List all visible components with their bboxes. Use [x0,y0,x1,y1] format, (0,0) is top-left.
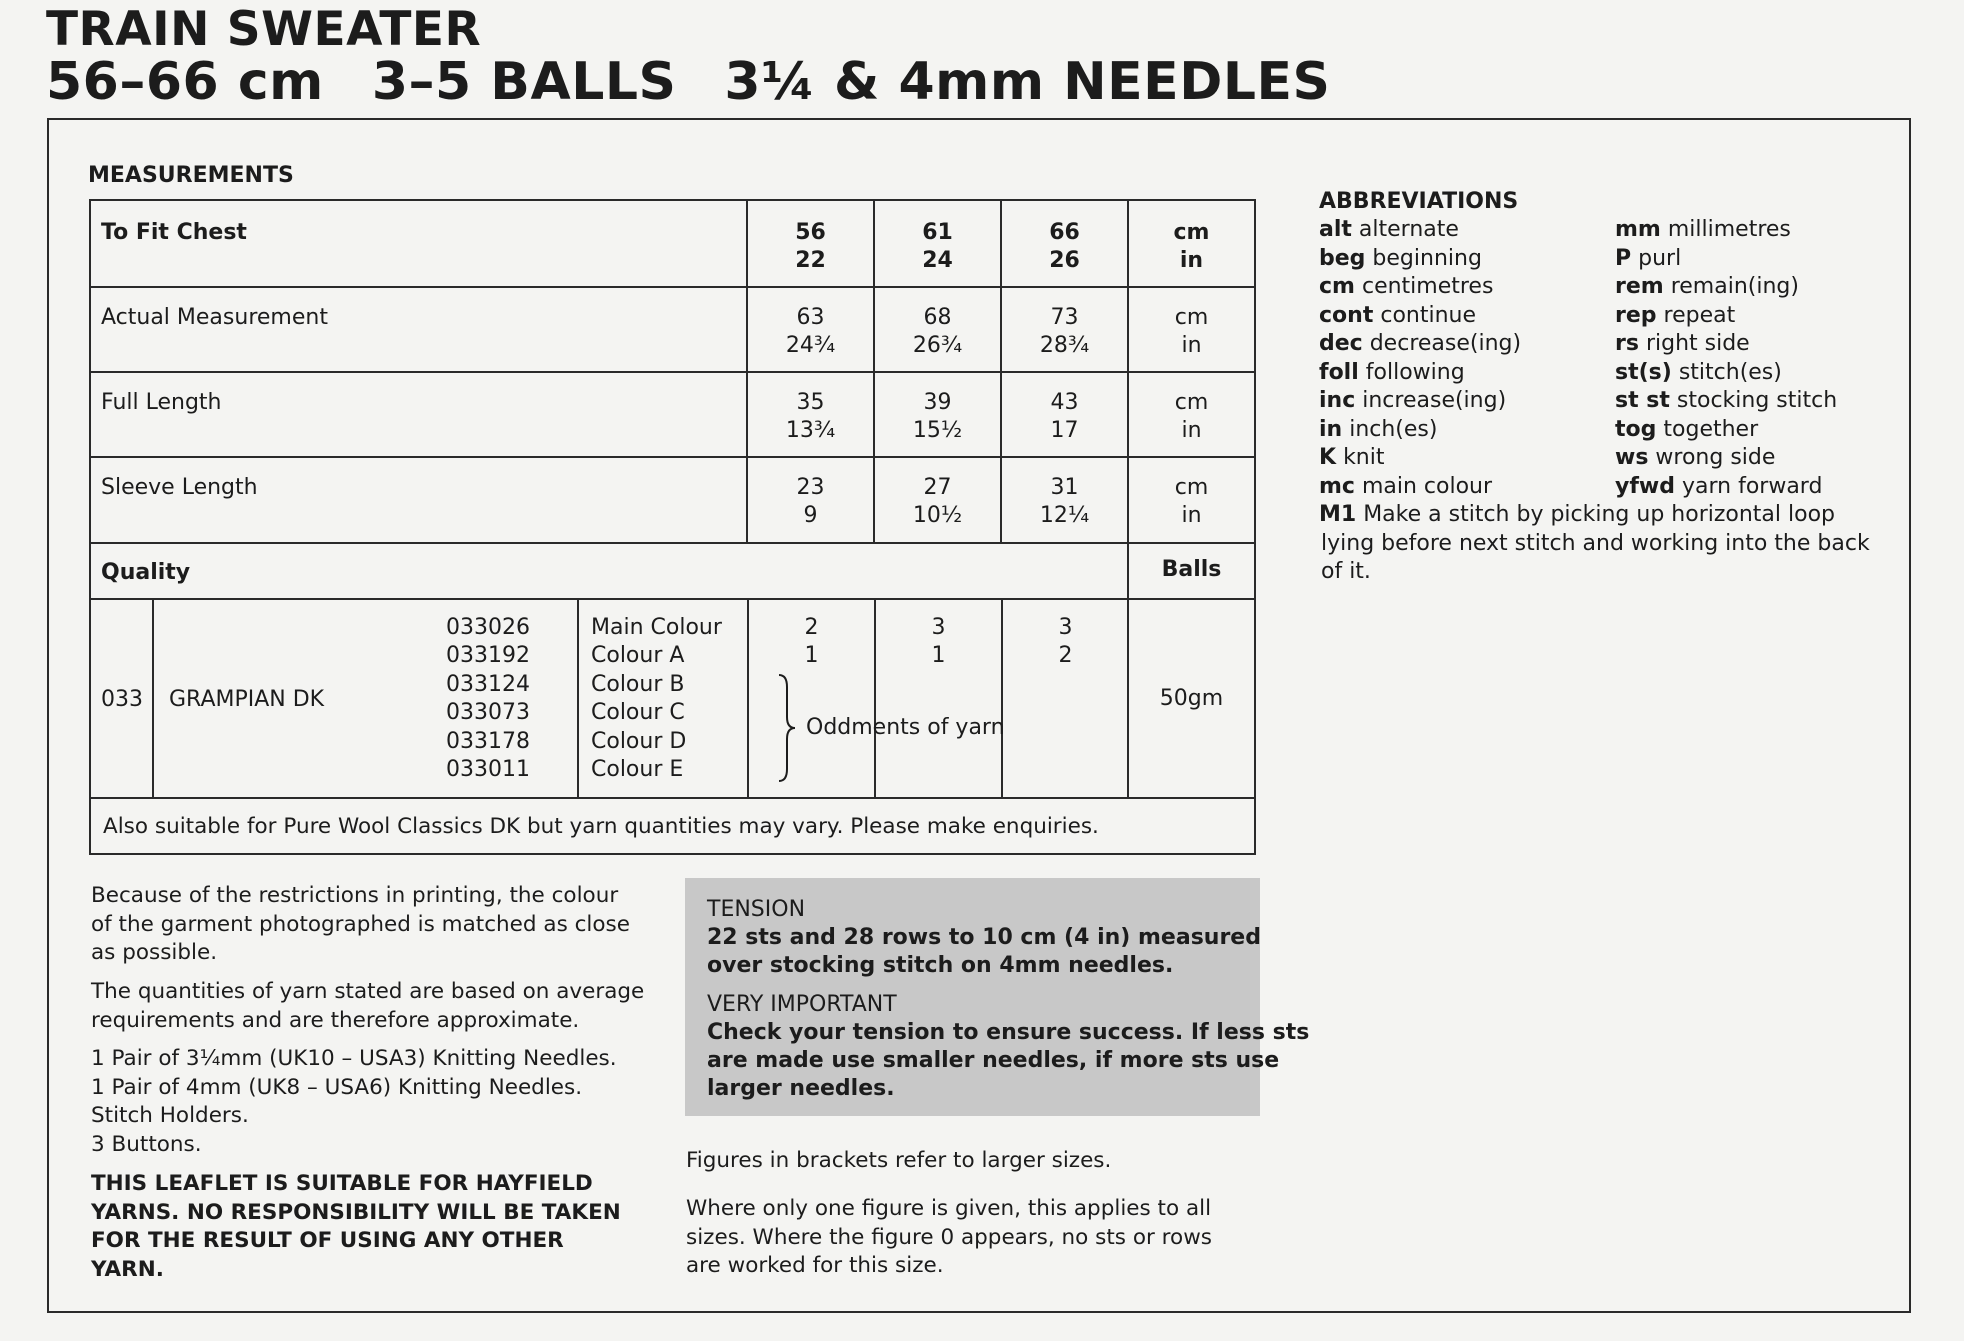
abbreviation-item: beg beginning [1319,245,1482,271]
ball-weight: 50gm [1159,686,1224,711]
length-size-2: 39 15½ [912,390,963,443]
size-range: 56–66 cm [46,52,324,112]
pattern-title: TRAIN SWEATER [46,2,482,57]
actual-size-1: 63 24¾ [785,305,836,358]
oddments-note: Oddments of yarn [806,715,1005,740]
abbreviation-item: st st stocking stitch [1615,388,1838,413]
length-unit: cm in [1174,390,1209,443]
abbreviations-left-column [1319,216,1521,501]
curly-brace-icon [775,673,797,783]
abbreviation-item: yfwd yarn forward [1615,473,1823,499]
tension-text-1: 22 sts and 28 rows to 10 cm (4 in) measured [707,925,1261,950]
colour-names: Main Colour Colour A Colour B Colour C Colour D Colour E [591,615,722,783]
tension-heading: TENSION [707,897,806,922]
actual-unit: cm in [1174,305,1209,358]
length-size-1: 35 13¾ [785,390,836,443]
chest-size-2: 61 24 [922,220,953,273]
balls-label: Balls [1161,557,1222,582]
abbreviation-item: K knit [1319,445,1385,470]
quality-label: Quality [101,560,191,585]
chest-size-3: 66 26 [1049,220,1080,273]
abbreviation-item: rem remain(ing) [1615,274,1799,299]
sleeve-unit: cm in [1174,475,1209,528]
abbreviation-item: P purl [1615,245,1682,271]
abbreviation-item: alt alternate [1319,217,1459,242]
actual-size-2: 68 26¾ [912,305,963,358]
abbreviation-item: foll following [1319,359,1465,385]
important-text-3: larger needles. [707,1076,895,1101]
abbreviation-item: rs right side [1615,331,1750,356]
brackets-note: Figures in brackets refer to larger sizes. [686,1148,1112,1173]
abbreviations-right-column [1615,216,1837,501]
materials-list: 1 Pair of 3¼mm (UK10 – USA3) Knitting Needles. 1 Pair of 4mm (UK8 – USA6) Knitting Needles. Stitch Holders. 3 Buttons. [91,1046,617,1157]
shade-numbers: 033026 033192 033124 033073 033178 033011 [446,615,530,783]
sleeve-size-1: 23 9 [796,475,825,528]
quantity-note: The quantities of yarn stated are based on average requirements and are therefore approximate. [91,979,645,1033]
chest-size-1: 56 22 [795,220,826,273]
abbreviation-item: mm millimetres [1615,217,1791,242]
ball-count: 3–5 BALLS [371,52,677,112]
abbreviation-m1: M1 Make a stitch by picking up horizontal loop lying before next stitch and working into the back of it. [1319,502,1870,584]
disclaimer: THIS LEAFLET IS SUITABLE FOR HAYFIELD YARNS. NO RESPONSIBILITY WILL BE TAKEN FOR THE RESULT OF USING ANY OTHER YARN. [91,1171,621,1282]
balls-size-2: 3 1 [931,615,946,668]
important-text-1: Check your tension to ensure success. If less sts [707,1020,1310,1045]
balls-size-3: 3 2 [1058,615,1073,668]
yarn-code: 033 [101,687,143,712]
length-size-3: 43 17 [1050,390,1079,443]
table-footnote: Also suitable for Pure Wool Classics DK but yarn quantities may vary. Please make enquiries. [103,814,1099,839]
chest-unit: cm in [1173,220,1210,273]
balls-size-1: 2 1 [804,615,819,668]
sleeve-size-3: 31 12¼ [1039,475,1090,528]
measurements-table [89,199,1256,855]
abbreviation-item: ws wrong side [1615,445,1776,470]
abbreviation-item: tog together [1615,416,1759,442]
needle-sizes: 3¼ & 4mm NEEDLES [724,52,1331,112]
abbreviation-item: in inch(es) [1319,416,1438,442]
abbreviation-item: inc increase(ing) [1319,388,1507,413]
abbreviation-item: st(s) stitch(es) [1615,359,1782,385]
actual-size-3: 73 28¾ [1039,305,1090,358]
abbreviations-heading: ABBREVIATIONS [1319,189,1519,214]
actual-measurement-label: Actual Measurement [101,305,328,330]
abbreviation-item: cont continue [1319,302,1477,328]
tension-text-2: over stocking stitch on 4mm needles. [707,953,1174,978]
yarn-name: GRAMPIAN DK [169,687,325,712]
single-figure-note: Where only one figure is given, this applies to all sizes. Where the figure 0 appears, no sts or rows are worked for this size. [686,1196,1212,1278]
chest-label: To Fit Chest [101,220,247,245]
colour-note: Because of the restrictions in printing, the colour of the garment photographed is matched as close as possible. [91,883,630,965]
abbreviation-item: mc main colour [1319,473,1493,499]
abbreviation-item: rep repeat [1615,302,1736,328]
important-heading: VERY IMPORTANT [707,992,897,1017]
sleeve-length-label: Sleeve Length [101,475,258,500]
full-length-label: Full Length [101,390,222,415]
important-text-2: are made use smaller needles, if more sts use [707,1048,1280,1073]
abbreviation-item: dec decrease(ing) [1319,331,1522,356]
tension-box [685,878,1310,1116]
measurements-heading: MEASUREMENTS [88,163,294,188]
pattern-subtitle [46,52,1378,112]
abbreviation-item: cm centimetres [1319,274,1494,299]
sleeve-size-2: 27 10½ [912,475,963,528]
